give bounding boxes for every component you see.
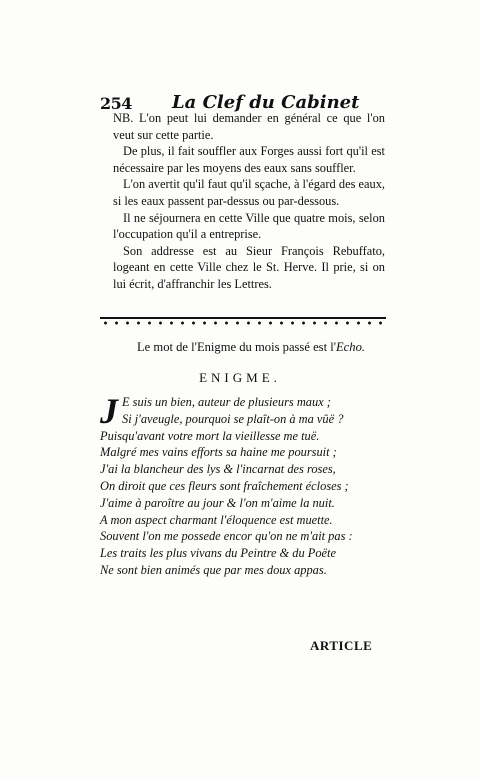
catchword: ARTICLE <box>310 638 373 653</box>
drop-cap: J <box>100 391 118 431</box>
enigme-heading: ENIGME. <box>199 370 281 385</box>
answer-word: Echo. <box>335 340 366 354</box>
poem-line: A mon aspect charmant l'éloquence est muette. <box>100 512 333 527</box>
poem-line: Les traits les plus vivans du Peintre & du Poëte <box>100 546 336 561</box>
poem-line: Malgré mes vains efforts sa haine me poursuit ; <box>100 445 337 460</box>
paragraph: Son addresse est au Sieur François Rebuffato, logeant en cette Ville chez le St. Herve. Il prie, si on lui écrit, d'affranchir les Lettres. <box>113 243 385 291</box>
poem-line: E suis un bien, auteur de plusieurs maux ; <box>122 395 331 409</box>
enigma-answer <box>110 340 392 355</box>
poem-line: Ne sont bien animés que par mes doux appas. <box>100 562 327 577</box>
paragraph: NB. L'on peut lui demander en général ce que l'on veut sur cette partie. <box>113 111 385 142</box>
poem-line: Puisqu'avant votre mort la vieillesse me tuë. <box>100 428 320 443</box>
poem-line: On diroit que ces fleurs sont fraîchement écloses ; <box>100 478 349 493</box>
paragraph: De plus, il fait souffler aux Forges aussi fort qu'il est nécessaire par les moyens des eaux sans souffler. <box>113 144 385 175</box>
poem-line: Si j'aveugle, pourquoi se plaît-on à ma vûë ? <box>122 411 344 426</box>
body-text <box>113 110 385 293</box>
ornamental-rule <box>100 317 386 333</box>
enigme-poem <box>100 391 390 579</box>
paragraph: L'on avertit qu'il faut qu'il sçache, à l'égard des eaux, si les eaux passent par-dessus ou par-dessous. <box>113 177 385 208</box>
poem-line: Souvent l'on me possede encor qu'on ne m'ait pas : <box>100 529 353 544</box>
paragraph: Il ne séjournera en cette Ville que quatre mois, selon l'occupation qu'il a entreprise. <box>113 210 385 242</box>
page-number: 254 <box>100 94 132 113</box>
rule-dots <box>100 321 386 325</box>
answer-text: Le mot de l'Enigme du mois passé est l' <box>136 340 336 354</box>
running-head: La Clef du Cabinet <box>172 92 360 113</box>
poem-line: J'ai la blancheur des lys & l'incarnat des roses, <box>100 462 336 477</box>
poem-line: J'aime à paroître au jour & l'on m'aime la nuit. <box>100 495 335 510</box>
